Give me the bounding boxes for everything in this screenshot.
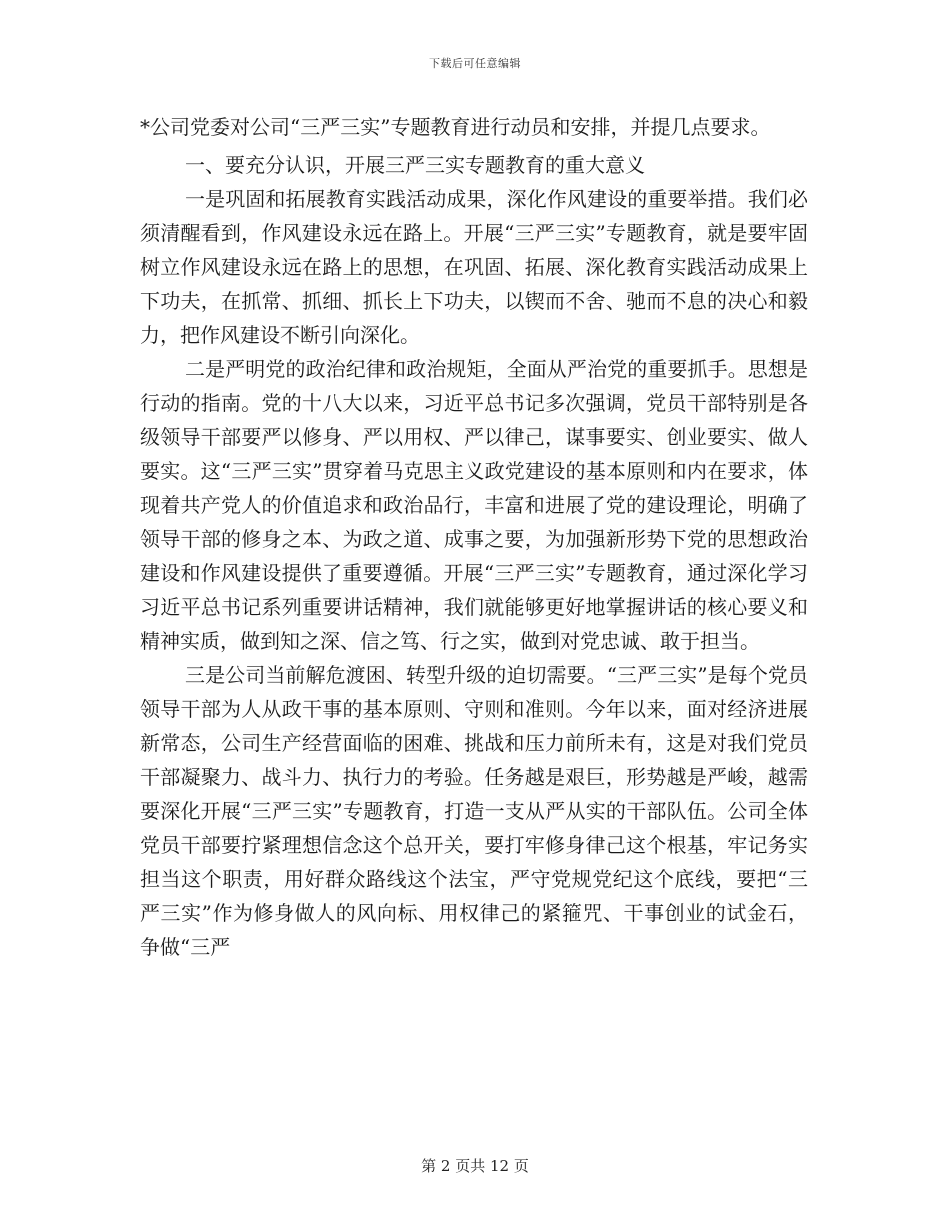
intro-paragraph: *公司党委对公司“三严三实”专题教育进行动员和安排，并提几点要求。: [140, 115, 771, 139]
paragraph-1: 一是巩固和拓展教育实践活动成果，深化作风建设的重要举措。我们必须清醒看到，作风建设永远在路上。开展“三严三实”专题教育，就是要牢固树立作风建设永远在路上的思想，在巩固、拓展、深化教育实践活动成果上下功夫，在抓常、抓细、抓长上下功夫，以锲而不舍、驰而不息的决心和毅力，把作风建设不断引向深化。: [140, 187, 808, 347]
page-header-note: 下载后可任意编辑: [429, 57, 521, 70]
page-number: 第 2 页共 12 页: [421, 1157, 529, 1175]
document-body: [140, 110, 808, 964]
paragraph-2: 二是严明党的政治纪律和政治规矩，全面从严治党的重要抓手。思想是行动的指南。党的十八大以来，习近平总书记多次强调，党员干部特别是各级领导干部要严以修身、严以用权、严以律己，谋事要实、创业要实、做人要实。这“三严三实”贯穿着马克思主义政党建设的基本原则和内在要求，体现着共产党人的价值追求和政治品行，丰富和进展了党的建设理论，明确了领导干部的修身之本、为政之道、成事之要，为加强新形势下党的思想政治建设和作风建设提供了重要遵循。开展“三严三实”专题教育，通过深化学习习近平总书记系列重要讲话精神，我们就能够更好地掌握讲话的核心要义和精神实质，做到知之深、信之笃、行之实，做到对党忠诚、敢于担当。: [140, 357, 808, 653]
paragraph-3: 三是公司当前解危渡困、转型升级的迫切需要。“三严三实”是每个党员领导干部为人从政干事的基本原则、守则和准则。今年以来，面对经济进展新常态，公司生产经营面临的困难、挑战和压力前所未有，这是对我们党员干部凝聚力、战斗力、执行力的考验。任务越是艰巨，形势越是严峻，越需要深化开展“三严三实”专题教育，打造一支从严从实的干部队伍。公司全体党员干部要拧紧理想信念这个总开关，要打牢修身律己这个根基，牢记务实担当这个职责，用好群众路线这个法宝，严守党规党纪这个底线，要把“三严三实”作为修身做人的风向标、用权律己的紧箍咒、干事创业的试金石，争做“三严: [140, 663, 808, 959]
section-heading: 一、要充分认识，开展三严三实专题教育的重大意义: [185, 153, 645, 177]
